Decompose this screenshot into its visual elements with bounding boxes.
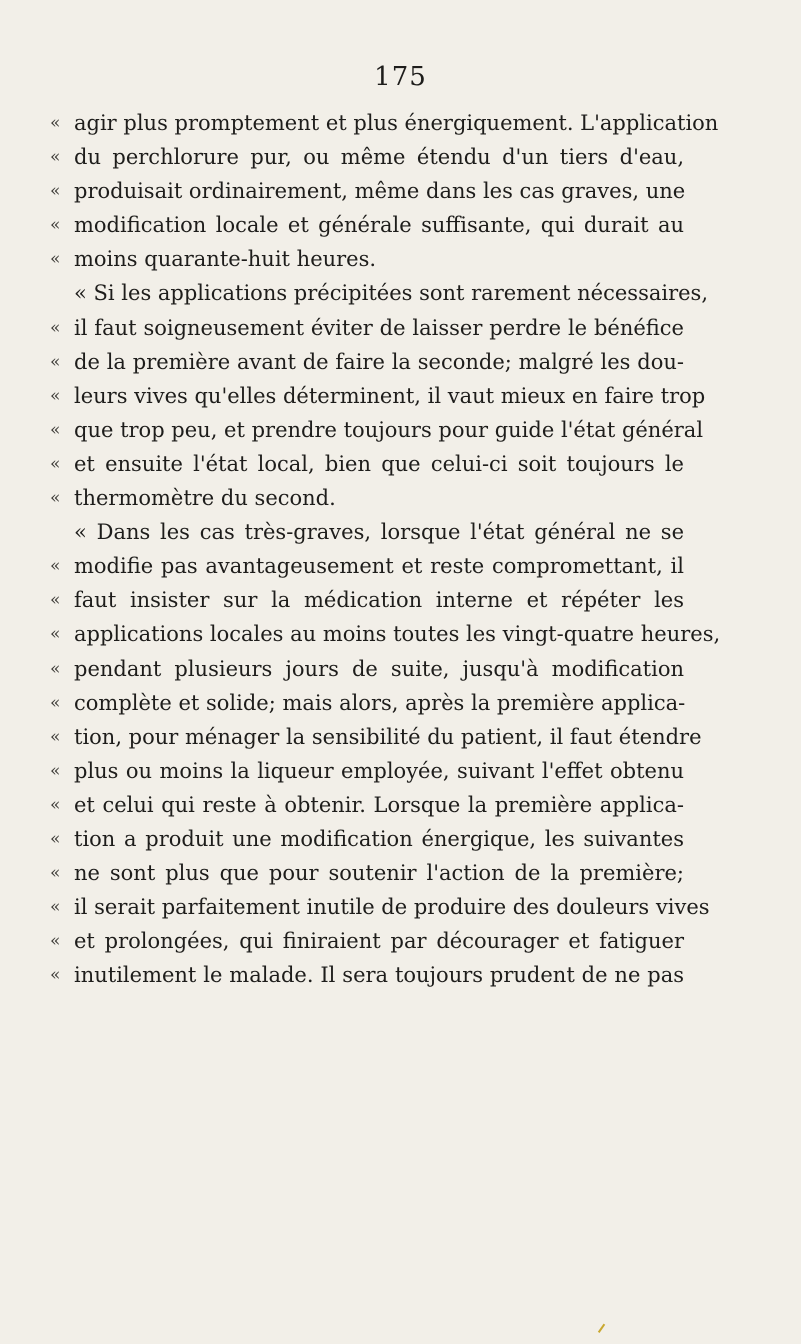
line-text: agir plus promptement et plus énergiquement. L'application	[74, 111, 719, 135]
text-line	[50, 549, 690, 583]
line-text: et ensuite l'état local, bien que celui-ci soit toujours le	[74, 451, 684, 476]
quote-mark: «	[50, 624, 61, 645]
quote-mark: «	[50, 931, 61, 952]
text-line	[50, 242, 690, 276]
line-text: de la première avant de faire la seconde; malgré les dou-	[74, 349, 684, 374]
line-text: « Si les applications précipitées sont rarement nécessaires,	[74, 281, 708, 306]
line-text: tion a produit une modification énergique, les suivantes	[74, 826, 684, 851]
page-number: 175	[374, 62, 427, 92]
text-line	[50, 583, 690, 617]
text-line	[50, 379, 706, 413]
text-line	[50, 686, 690, 720]
line-text: inutilement le malade. Il sera toujours prudent de ne pas	[74, 963, 684, 988]
quote-mark: «	[50, 726, 61, 747]
text-line	[50, 345, 690, 379]
line-text: leurs vives qu'elles déterminent, il vaut mieux en faire trop	[74, 383, 706, 408]
line-text: pendant plusieurs jours de suite, jusqu'à modification	[74, 656, 684, 681]
ink-mark	[598, 1324, 610, 1337]
line-text: tion, pour ménager la sensibilité du patient, il faut étendre	[74, 724, 702, 749]
quote-mark: «	[50, 658, 61, 679]
line-text: faut insister sur la médication interne et répéter les	[74, 588, 684, 613]
text-line	[50, 140, 690, 174]
quote-mark: «	[50, 794, 61, 815]
line-text: il serait parfaitement inutile de produire des douleurs vives	[74, 895, 710, 920]
line-text: modifie pas avantageusement et reste compromettant, il	[74, 554, 684, 579]
text-line	[50, 174, 690, 208]
quote-mark: «	[50, 488, 61, 509]
quote-mark: «	[50, 317, 61, 338]
text-line	[50, 924, 690, 958]
text-line	[50, 822, 690, 856]
line-text: et celui qui reste à obtenir. Lorsque la première applica-	[74, 792, 684, 817]
quote-mark: «	[50, 863, 61, 884]
text-line	[50, 890, 710, 924]
quote-mark: «	[50, 556, 61, 577]
quote-mark: «	[50, 147, 61, 168]
quote-mark: «	[50, 113, 61, 133]
quote-mark: «	[50, 965, 61, 986]
text-line	[50, 413, 704, 447]
quote-mark: «	[50, 453, 61, 474]
line-text: complète et solide; mais alors, après la première applica-	[74, 690, 686, 715]
line-text: « Dans les cas très-graves, lorsque l'état général ne se	[74, 520, 684, 545]
quote-mark: «	[50, 249, 61, 270]
quote-mark: «	[50, 590, 61, 611]
quote-mark: «	[50, 385, 61, 406]
line-text: ne sont plus que pour soutenir l'action de la première;	[74, 861, 684, 886]
quote-mark: «	[50, 181, 61, 202]
line-text: modification locale et générale suffisante, qui durait au	[74, 213, 684, 238]
text-line	[50, 515, 690, 549]
quote-mark: «	[50, 419, 61, 440]
text-line	[50, 754, 690, 788]
quote-mark: «	[50, 828, 61, 849]
text-line	[50, 788, 690, 822]
body-text	[50, 106, 721, 992]
quote-mark: «	[50, 897, 61, 918]
line-text: du perchlorure pur, ou même étendu d'un tiers d'eau,	[74, 145, 684, 170]
line-text: applications locales au moins toutes les vingt-quatre heures,	[74, 622, 721, 647]
line-text: que trop peu, et prendre toujours pour guide l'état général	[74, 417, 704, 442]
quote-mark: «	[50, 215, 61, 236]
text-line	[50, 447, 690, 481]
text-line	[50, 958, 690, 992]
quote-mark: «	[50, 351, 61, 372]
text-line	[50, 720, 702, 754]
text-line	[50, 276, 708, 310]
text-line	[50, 208, 690, 242]
line-text: thermomètre du second.	[74, 486, 336, 511]
line-text: plus ou moins la liqueur employée, suivant l'effet obtenu	[74, 758, 684, 783]
quote-mark: «	[50, 760, 61, 781]
text-line	[50, 481, 690, 515]
line-text: il faut soigneusement éviter de laisser perdre le bénéfice	[74, 315, 684, 340]
text-line	[50, 652, 690, 686]
quote-mark: «	[50, 692, 61, 713]
text-line	[50, 856, 690, 890]
line-text: moins quarante-huit heures.	[74, 247, 377, 272]
text-line	[50, 617, 721, 651]
line-text: produisait ordinairement, même dans les cas graves, une	[74, 179, 686, 204]
line-text: et prolongées, qui finiraient par décourager et fatiguer	[74, 929, 684, 954]
text-line	[50, 311, 690, 345]
text-line	[50, 106, 719, 140]
